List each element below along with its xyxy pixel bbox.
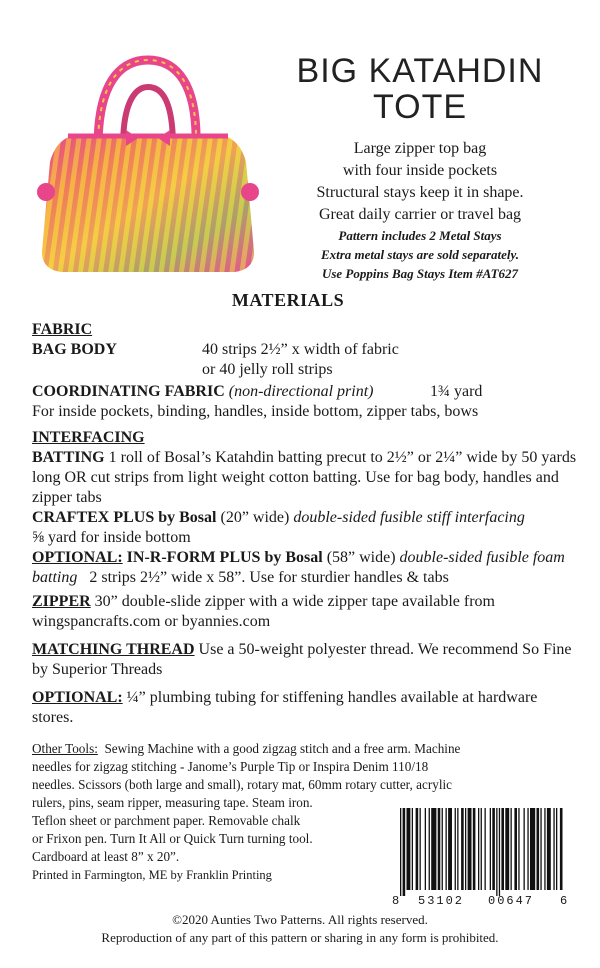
barcode-bar [501,808,504,890]
optional-tubing-label: OPTIONAL: [32,689,123,706]
coordinating-fabric-amount: 1¾ yard [430,383,483,400]
craftex-label: CRAFTEX PLUS by Bosal [32,509,217,526]
zipper-text: 30” double-slide zipper with a wide zipper tape available from wingspancrafts.com or byannies.com [32,593,495,630]
optional-tubing-text: ¼” plumbing tubing for stiffening handles available at hardware stores. [32,689,538,726]
note-line: Use Poppins Bag Stays Item #AT627 [321,266,519,281]
barcode-group-2: 00647 [488,894,535,908]
other-tools-line: Teflon sheet or parchment paper. Removable chalk [32,813,301,828]
barcode-bar [537,808,540,890]
coordinating-fabric-use: For inside pockets, binding, handles, inside bottom, zipper tabs, bows [32,403,479,420]
barcode [392,808,570,896]
thread-text: Use a 50-weight polyester thread. We recommend So Fine by Superior Threads [32,641,572,678]
description-line: Structural stays keep it in shape. [316,184,524,201]
barcode-digit-last: 6 [560,894,568,908]
batting-label: BATTING [32,449,105,466]
fabric-section [32,320,577,422]
note-line: Extra metal stays are sold separately. [320,247,520,262]
craftex-width: (20” wide) [220,509,290,526]
description-line: with four inside pockets [342,162,498,179]
product-description [270,138,570,226]
bag-body-line-2: or 40 jelly roll strips [202,361,333,378]
barcode-bar [540,808,541,890]
barcode-bar [461,808,464,890]
barcode-bar [400,808,401,896]
materials-heading: MATERIALS [231,290,345,310]
barcode-bar [514,808,517,890]
thread-section [32,640,577,680]
description-line: Great daily carrier or travel bag [318,206,522,223]
interfacing-heading: INTERFACING [32,429,145,446]
inrform-label: IN-R-FORM PLUS by Bosal [126,549,323,566]
barcode-bar [560,808,563,890]
craftex-amount: ⅝ yard for inside bottom [32,529,191,546]
title-line-2: TOTE [372,88,468,126]
other-tools-line: or Frixon pen. Turn It All or Quick Turn turning tool. [32,831,313,846]
barcode-bar [544,808,545,890]
interfacing-section [32,428,577,588]
barcode-bar [556,808,557,890]
coordinating-fabric-note: (non-directional print) [228,383,374,400]
barcode-bar [473,808,476,890]
inrform-description: double-sided fusible foam batting [32,549,565,586]
barcode-bar [547,808,551,890]
barcode-bar [446,808,447,890]
barcode-bar [407,808,411,890]
barcode-bar [468,808,472,890]
fabric-heading: FABRIC [32,321,93,338]
printed-by: Printed in Farmington, ME by Franklin Printing [32,868,272,882]
tote-bag-photo [28,52,260,284]
barcode-bar [530,808,535,890]
barcode-bar [431,808,436,890]
barcode-bar [448,808,452,890]
barcode-bar [403,808,406,896]
barcode-digit-first: 8 [392,894,400,908]
barcode-bar [499,808,500,896]
barcode-bar [416,808,419,890]
inrform-amount: 2 strips 2½” wide x 58”. Use for sturdier handles & tabs [89,569,449,586]
barcode-bar [478,808,479,890]
other-tools-line: needles. Scissors (both large and small), rotary mat, 60mm rotary cutter, acrylic [32,777,453,792]
barcode-bar [518,808,519,890]
other-tools-line: rulers, pins, seam ripper, measuring tape. Steam iron. [32,795,313,810]
barcode-bar [457,808,458,890]
barcode-bar [505,808,509,890]
zipper-section [32,592,577,632]
stays-note [262,226,578,283]
barcode-bar [511,808,512,890]
other-tools-line: needles for zigzag stitching - Janome’s Purple Tip or Inspira Denim 110/18 [32,759,429,774]
barcode-bar [527,808,528,890]
barcode-bar [455,808,456,890]
barcode-bar [524,808,525,890]
other-tools-line: Cardboard at least 8” x 20”. [32,849,180,864]
barcode-bar [420,808,421,890]
note-line: Pattern includes 2 Metal Stays [338,228,502,243]
bag-body-label: BAG BODY [32,341,117,358]
description-line: Large zipper top bag [353,140,487,157]
zipper-label: ZIPPER [32,593,91,610]
barcode-bar [481,808,482,890]
barcode-group-1: 53102 [418,894,465,908]
barcode-bar [553,808,554,890]
optional-tubing-section [32,688,577,728]
other-tools-line: Sewing Machine with a good zigzag stitch and a free arm. Machine [104,741,461,756]
reproduction-notice: Reproduction of any part of this pattern or sharing in any form is prohibited. [101,930,499,945]
barcode-bar [429,808,430,890]
other-tools-label: Other Tools: [32,741,98,756]
optional-label: OPTIONAL: [32,549,123,566]
barcode-bar [425,808,426,890]
inrform-width: (58” wide) [326,549,396,566]
barcode-bar [465,808,466,890]
bag-body [37,130,259,272]
batting-text: 1 roll of Bosal’s Katahdin batting precut to 2½” or 2¼” wide by 50 yards long OR cut strips from light weight cotton batting. Use for bag body, handles and zipper tabs [32,449,577,506]
barcode-bar [412,808,413,890]
thread-label: MATCHING THREAD [32,641,195,658]
copyright: ©2020 Aunties Two Patterns. All rights reserved. [172,912,428,927]
title-line-1: BIG KATAHDIN [296,52,544,90]
coordinating-fabric-label: COORDINATING FABRIC [32,383,225,400]
barcode-bar [438,808,441,890]
craftex-description: double-sided fusible stiff interfacing [293,509,525,526]
bag-body-line-1: 40 strips 2½” x width of fabric [202,341,399,358]
barcode-bar [490,808,491,890]
barcode-bar [492,808,495,890]
barcode-bar [442,808,443,890]
barcode-bar [496,808,497,896]
barcode-bar [485,808,486,890]
